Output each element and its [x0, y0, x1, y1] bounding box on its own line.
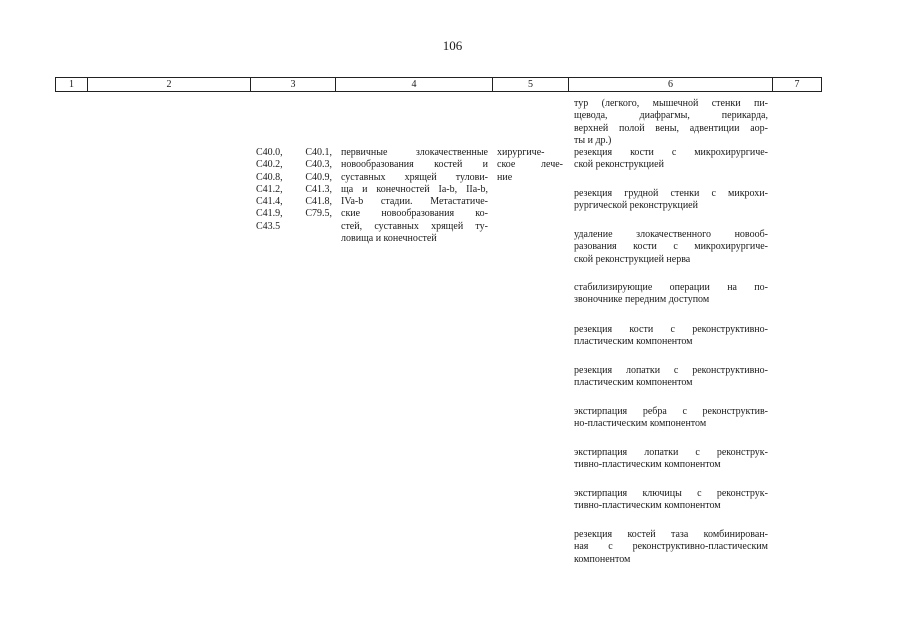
method-line: компонентом	[574, 553, 631, 565]
column-divider	[821, 78, 822, 91]
method-block	[574, 229, 768, 266]
code-row	[256, 147, 332, 159]
code: C41.4,	[256, 196, 283, 208]
description-line: ща и конечностей Ia-b, IIa-b,	[341, 183, 488, 195]
code-row	[256, 221, 332, 233]
code: C41.9,	[256, 208, 283, 220]
method-line: пластическим компонентом	[574, 377, 693, 389]
method-block	[574, 282, 768, 307]
method-line: ная с реконструктивно-пластическим	[574, 541, 768, 553]
method-line: тур (легкого, мышечной стенки пи-	[574, 98, 768, 109]
diagnosis-codes	[256, 147, 332, 233]
column-number: 5	[528, 79, 533, 90]
method-line: рургической реконструкцией	[574, 200, 698, 212]
code-row	[256, 196, 332, 208]
description-line: ские новообразования ко-	[341, 208, 488, 220]
treatment-line: ние	[497, 171, 513, 183]
method-block	[574, 365, 768, 390]
method-line: стабилизирующие операции на по-	[574, 282, 768, 293]
code: C43.5	[256, 220, 281, 232]
code: C40.8,	[256, 171, 283, 183]
method-block	[574, 488, 768, 513]
method-line: но-пластическим компонентом	[574, 418, 707, 430]
method-line: тивно-пластическим компонентом	[574, 459, 721, 471]
method-block	[574, 98, 768, 147]
code-row	[256, 172, 332, 184]
method-block	[574, 529, 768, 566]
method-line: резекция кости с реконструктивно-	[574, 324, 768, 335]
treatment-line: ское лече-	[497, 159, 563, 171]
code: C41.8,	[305, 196, 332, 208]
code-row	[256, 184, 332, 196]
method-line: резекция кости с микрохирургиче-	[574, 147, 768, 158]
column-number: 4	[411, 79, 417, 90]
description-line: ловища и конечностей	[341, 233, 437, 245]
treatment-line: хирургиче-	[497, 147, 545, 158]
method-line: звоночнике передним доступом	[574, 294, 710, 306]
code-row	[256, 208, 332, 220]
code-row	[256, 159, 332, 171]
description-line: суставных хрящей тулови-	[341, 171, 488, 183]
description-line: первичные злокачественные	[341, 147, 488, 158]
method-block	[574, 324, 768, 349]
method-line: верхней полой вены, адвентиции аор-	[574, 122, 768, 134]
method-line: ты и др.)	[574, 134, 612, 146]
method-line: экстирпация ребра с реконструктив-	[574, 406, 768, 417]
method-line: удаление злокачественного новооб-	[574, 229, 768, 240]
method-block	[574, 447, 768, 472]
page-number: 106	[442, 38, 463, 53]
column-number: 7	[794, 79, 800, 90]
column-number: 1	[69, 79, 74, 90]
treatment-type	[497, 147, 563, 184]
method-block	[574, 147, 768, 172]
method-line: щевода, диафрагмы, перикарда,	[574, 110, 768, 122]
method-line: резекция костей таза комбинирован-	[574, 529, 768, 540]
method-block	[574, 188, 768, 213]
code: C40.9,	[305, 171, 332, 183]
method-line: резекция грудной стенки с микрохи-	[574, 188, 768, 199]
column-number: 3	[290, 79, 296, 90]
code: C79.5,	[305, 208, 332, 220]
method-line: резекция лопатки с реконструктивно-	[574, 365, 768, 376]
column-number: 2	[166, 79, 172, 90]
code: C40.3,	[305, 159, 332, 171]
code: C40.1,	[305, 147, 332, 158]
code: C40.0,	[256, 147, 283, 158]
method-line: пластическим компонентом	[574, 336, 693, 348]
disease-description	[341, 147, 488, 245]
code: C40.2,	[256, 159, 283, 171]
method-line: ской реконструкцией	[574, 159, 664, 171]
method-line: тивно-пластическим компонентом	[574, 500, 721, 512]
column-number: 6	[668, 79, 673, 90]
description-line: стей, суставных хрящей ту-	[341, 220, 488, 232]
method-line: ской реконструкцией нерва	[574, 253, 691, 265]
method-block	[574, 406, 768, 431]
method-line: разования кости с микрохирургиче-	[574, 241, 768, 253]
method-line: экстирпация ключицы с реконструк-	[574, 488, 768, 499]
method-line: экстирпация лопатки с реконструк-	[574, 447, 768, 458]
description-line: новообразования костей и	[341, 159, 488, 171]
code: C41.2,	[256, 183, 283, 195]
code: C41.3,	[305, 183, 332, 195]
table-header-row	[55, 77, 822, 92]
description-line: IVa-b стадии. Метастатиче-	[341, 196, 488, 208]
